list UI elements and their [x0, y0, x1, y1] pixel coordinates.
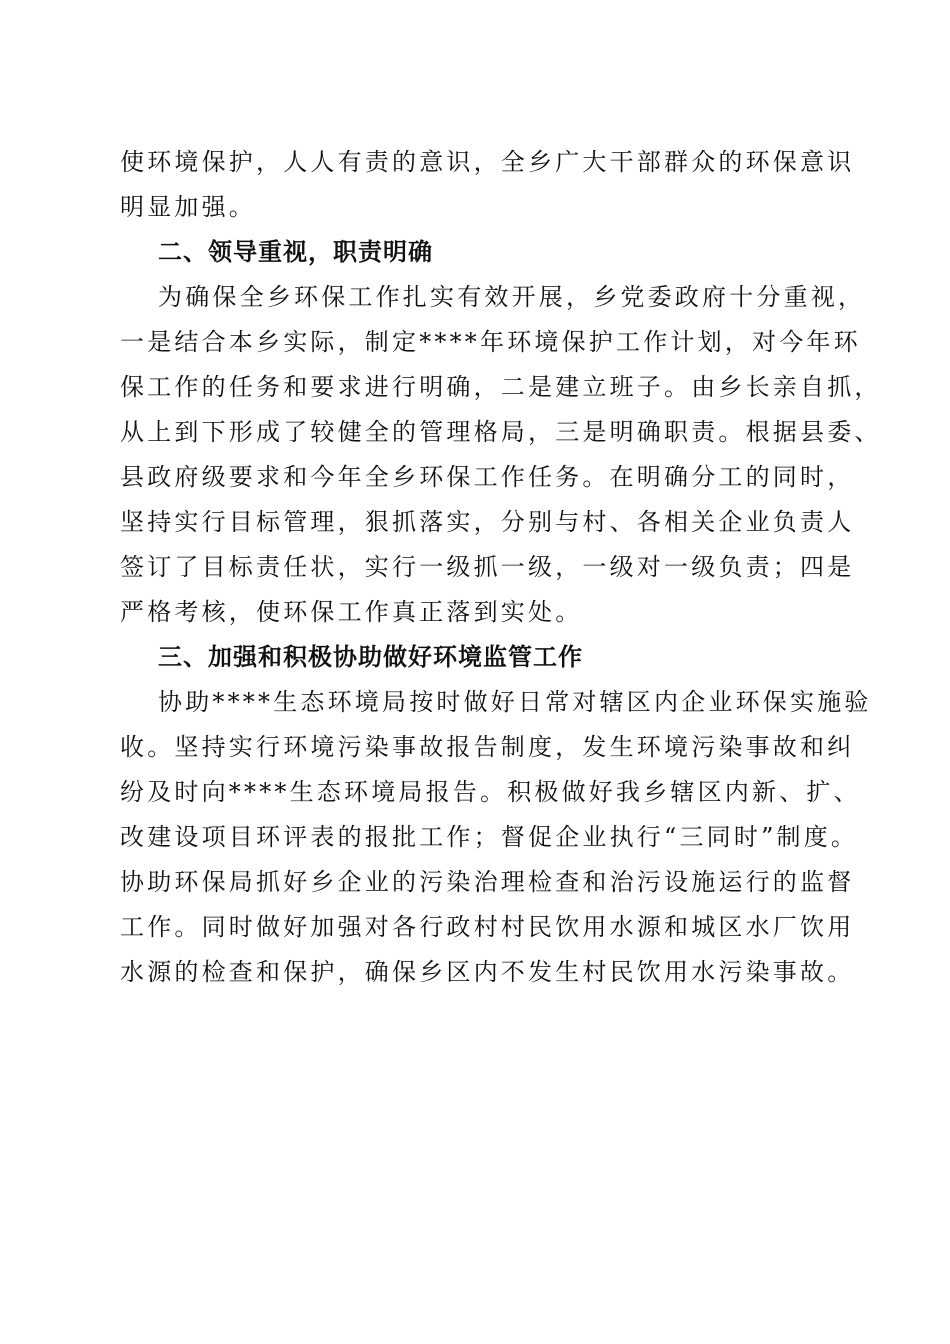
paragraph-line: 改建设项目环评表的报批工作；督促企业执行“三同时”制度。: [120, 823, 859, 851]
paragraph-line: 纷及时向****生态环境局报告。积极做好我乡辖区内新、扩、: [120, 778, 861, 806]
paragraph-line: 水源的检查和保护，确保乡区内不发生村民饮用水污染事故。: [120, 958, 855, 986]
paragraph-line: 工作。同时做好加强对各行政村村民饮用水源和城区水厂饮用: [120, 913, 855, 941]
section-heading-2: 二、领导重视，职责明确: [158, 238, 433, 266]
paragraph-line: 协助环保局抓好乡企业的污染治理检查和治污设施运行的监督: [120, 868, 855, 896]
paragraph-line: 保工作的任务和要求进行明确，二是建立班子。由乡长亲自抓，: [120, 373, 882, 401]
paragraph-line: 收。坚持实行环境污染事故报告制度，发生环境污染事故和纠: [120, 733, 855, 761]
paragraph-line: 一是结合本乡实际，制定****年环境保护工作计划，对今年环: [120, 328, 861, 356]
paragraph-line: 协助****生态环境局按时做好日常对辖区内企业环保实施验: [158, 688, 872, 716]
paragraph-line: 县政府级要求和今年全乡环保工作任务。在明确分工的同时，: [120, 463, 855, 491]
paragraph-line: 严格考核，使环保工作真正落到实处。: [120, 598, 583, 626]
paragraph-line: 明显加强。: [120, 193, 256, 221]
paragraph-line: 为确保全乡环保工作扎实有效开展，乡党委政府十分重视，: [158, 283, 866, 311]
paragraph-line: 坚持实行目标管理，狠抓落实，分别与村、各相关企业负责人: [120, 508, 855, 536]
paragraph-line: 签订了目标责任状，实行一级抓一级，一级对一级负责；四是: [120, 553, 855, 581]
paragraph-line: 从上到下形成了较健全的管理格局，三是明确职责。根据县委、: [120, 418, 882, 446]
paragraph-line: 使环境保护，人人有责的意识，全乡广大干部群众的环保意识: [120, 148, 855, 176]
section-heading-3: 三、加强和积极协助做好环境监管工作: [158, 643, 583, 671]
